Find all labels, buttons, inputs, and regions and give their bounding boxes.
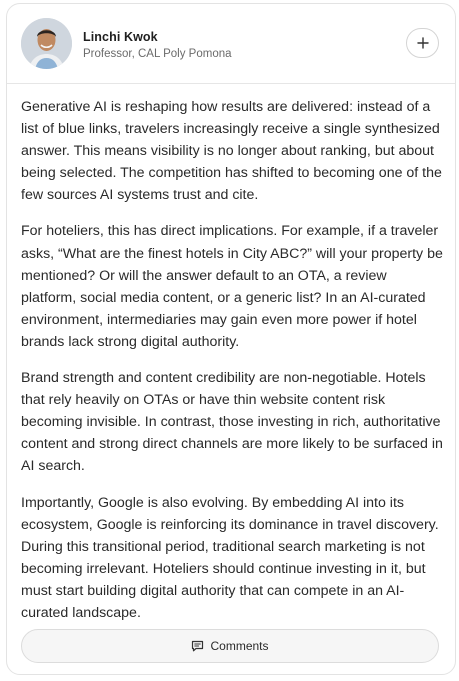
post-body [21, 96, 445, 638]
comments-button[interactable] [21, 629, 439, 663]
post-paragraph: For hoteliers, this has direct implications. For example, if a traveler asks, “What are the finest hotels in City ABC?” will your property be mentioned? Or will the answer default to an OTA, a review platform, social media content, or a generic list? In an AI-curated environment, intermediaries may gain even more power if hotel brands lack strong digital authority. [21, 223, 443, 350]
post-header [7, 4, 455, 84]
author-name[interactable]: Linchi Kwok [83, 30, 158, 44]
post-paragraph: Generative AI is reshaping how results are delivered: instead of a list of blue links, travelers increasingly receive a single synthesized answer. This means visibility is no longer about ranking, but about being selected. The competition has shifted to becoming one of the few sources AI systems trust and cite. [21, 99, 442, 204]
avatar-photo [21, 18, 72, 69]
plus-icon [417, 37, 429, 49]
post-paragraph: Brand strength and content credibility are non-negotiable. Hotels that rely heavily on OTAs or have thin website content risk becoming invisible. In contrast, those investing in rich, authoritative content and strong direct channels are more likely to be surfaced in AI search. [21, 370, 443, 475]
post-paragraph: Importantly, Google is also evolving. By embedding AI into its ecosystem, Google is reinforcing its dominance in travel discovery. During this transitional period, traditional search marketing is not becoming irrelevant. Hoteliers should continue investing in it, but must start building digital authority that can compete in an AI-curated landscape. [21, 494, 439, 621]
comments-label: Comments [210, 639, 269, 653]
comment-icon [191, 640, 204, 652]
author-title: Professor, CAL Poly Pomona [83, 48, 232, 60]
post-card [6, 3, 456, 675]
avatar[interactable] [21, 18, 72, 69]
follow-button[interactable] [406, 28, 439, 58]
